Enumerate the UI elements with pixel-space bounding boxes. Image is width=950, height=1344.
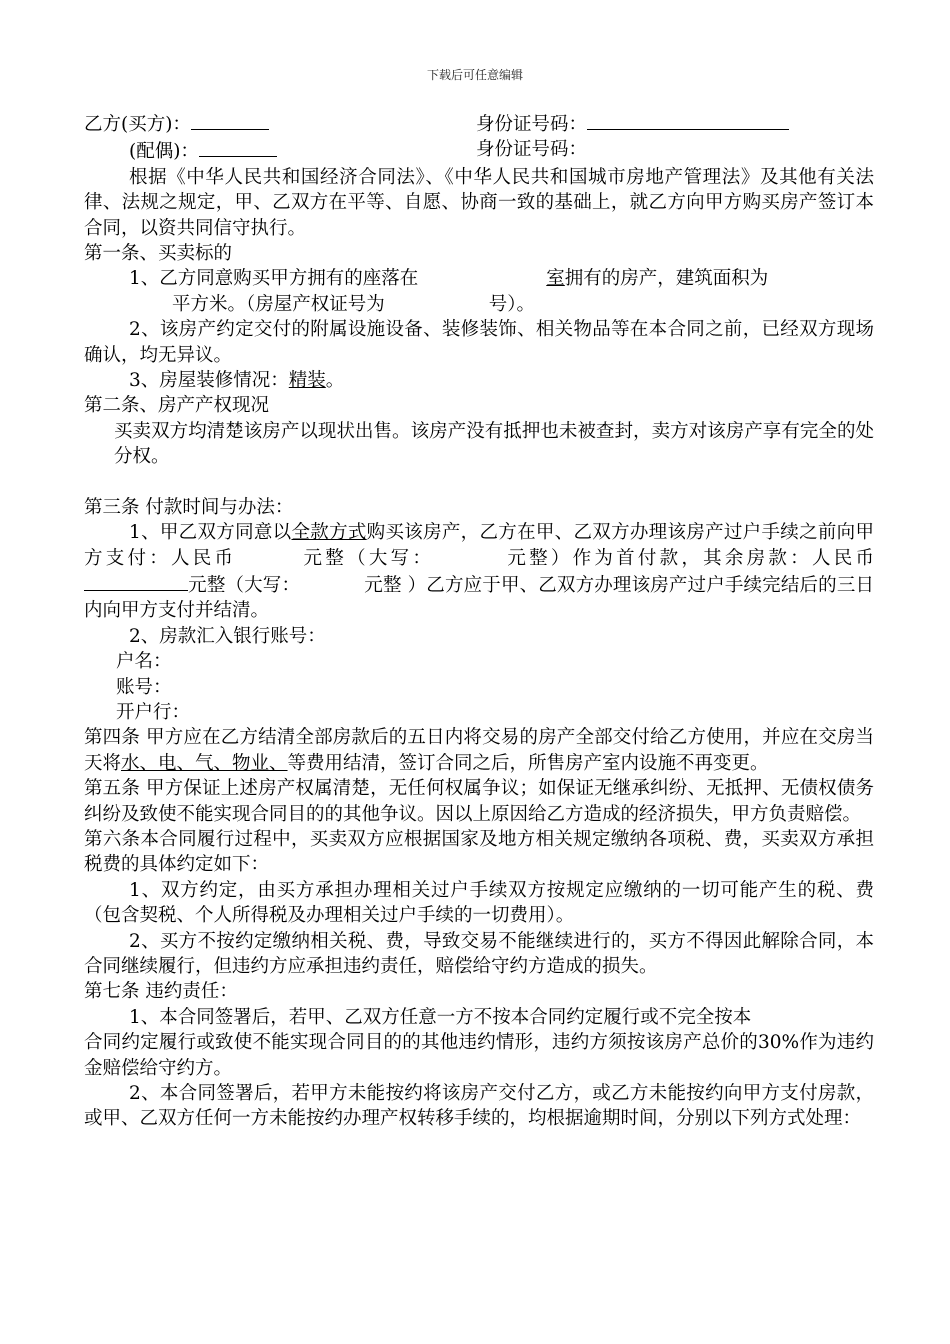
spouse-name-blank — [199, 137, 277, 157]
clause-text: 1、甲乙双方同意以 — [129, 522, 292, 544]
clause-text: 第四条 甲方应在乙方结清全部房款后的五日内将交易的房产全部交付给乙方使用，并应在交房当天将 — [84, 727, 874, 774]
fees-underline: 水、电、气、物业、 — [121, 752, 288, 774]
article-3-title: 第三条 付款时间与办法： — [84, 496, 294, 518]
article-5: 第五条 甲方保证上述房产权属清楚，无任何权属争议；如保证无继承纠纷、无抵押、无债权债务纠纷及致使不能实现合同目的的其他争议。因以上原因给乙方造成的经济损失，甲方负责赔偿。 — [84, 778, 874, 825]
intro-paragraph: 根据《中华人民共和国经济合同法》、《中华人民共和国城市房地产管理法》及其他有关法律、法规之规定，甲、乙双方在平等、自愿、协商一致的基础上，就乙方向甲方购买房产签订本合同，以资共同信守执行。 — [84, 166, 874, 239]
room-underline: 室 — [546, 268, 565, 290]
id-label-2: 身份证号码： — [476, 139, 588, 161]
buyer-row — [84, 110, 874, 137]
clause-text: 元整（大写： — [188, 574, 301, 596]
id-label: 身份证号码： — [476, 114, 588, 135]
account-bank: 开户行： — [116, 701, 191, 723]
article-1-title: 第一条、买卖标的 — [84, 243, 233, 265]
decoration-value: 精装 — [288, 370, 326, 392]
spouse-label: (配偶)： — [129, 141, 199, 163]
clause-text: 拥有的房产，建筑面积为 — [564, 268, 769, 290]
clause-text: 号）。 — [488, 293, 536, 315]
article-1-clause-1 — [84, 266, 874, 317]
spouse-row — [84, 137, 874, 164]
contract-body — [84, 110, 874, 1132]
article-3-clause-1 — [84, 520, 874, 624]
clause-text: 元整）作为首付款，其余房款：人民币 — [504, 547, 874, 569]
page-header: 下载后可任意编辑 — [426, 68, 523, 82]
buyer-name-blank — [191, 110, 269, 130]
account-number: 账号： — [116, 676, 172, 698]
clause-text: 平方米。（房屋产权证号为 — [172, 293, 385, 315]
article-6-title: 第六条本合同履行过程中，买卖双方应根据国家及地方相关规定缴纳各项税、费，买卖双方承担税费的具体约定如下： — [84, 828, 874, 876]
article-1-clause-2: 2、该房产约定交付的附属设施设备、装修装饰、相关物品等在本合同之前，已经双方现场确认，均无异议。 — [84, 319, 874, 366]
article-1-clause-3 — [84, 368, 874, 393]
buyer-label: 乙方(买方)： — [84, 114, 191, 135]
article-2-text: 买卖双方均清楚该房产以现状出售。该房产没有抵押也未被查封，卖方对该房产享有完全的处分权。 — [114, 420, 874, 468]
article-7-clause-1b: 合同约定履行或致使不能实现合同目的的其他违约情形，违约方须按该房产总价的30%作为违约金赔偿给守约方。 — [84, 1032, 874, 1079]
account-name: 户名： — [116, 651, 172, 673]
article-2-title: 第二条、房产产权现况 — [84, 395, 270, 417]
article-7-clause-2: 2、本合同签署后，若甲方未能按约将该房产交付乙方，或乙方未能按约向甲方支付房款，或甲、乙双方任何一方未能按约办理产权转移手续的，均根据逾期时间，分别以下列方式处理： — [84, 1083, 874, 1130]
clause-text: 。 — [325, 370, 345, 392]
article-6-clause-1: 1、双方约定，由买方承担办理相关过户手续双方按规定应缴纳的一切可能产生的税、费（包含契税、个人所得税及办理相关过户手续的一切费用）。 — [84, 879, 874, 927]
article-6-clause-2: 2、买方不按约定缴纳相关税、费，导致交易不能继续进行的，买方不得因此解除合同，本合同继续履行，但违约方应承担违约责任，赔偿给守约方造成的损失。 — [84, 930, 874, 977]
article-4 — [84, 725, 874, 776]
article-3-clause-2: 2、房款汇入银行账号： — [129, 625, 326, 647]
clause-text: 等费用结清，签订合同之后，所售房产室内设施不再变更。 — [287, 752, 769, 774]
article-7-title: 第七条 违约责任： — [84, 981, 238, 1003]
article-7-clause-1a: 1、本合同签署后，若甲、乙双方任意一方不按本合同约定履行或不完全按本 — [129, 1006, 752, 1028]
clause-text: 3、房屋装修情况： — [129, 370, 289, 392]
clause-text: 1、乙方同意购买甲方拥有的座落在 — [129, 268, 419, 290]
clause-text: 元整 ）乙方应于甲、乙双方办理该房产过户手续完结后的三日内向甲方支付并结清。 — [84, 574, 874, 622]
buyer-id-blank — [587, 110, 789, 130]
payment-mode: 全款方式 — [291, 522, 367, 544]
clause-text: 购买该房产，乙方在甲、乙双方办理该房产过户手续之前向甲方支付：人民币 — [84, 522, 874, 569]
remaining-amount-blank — [84, 571, 188, 591]
clause-text: 元整（大写： — [300, 547, 435, 569]
